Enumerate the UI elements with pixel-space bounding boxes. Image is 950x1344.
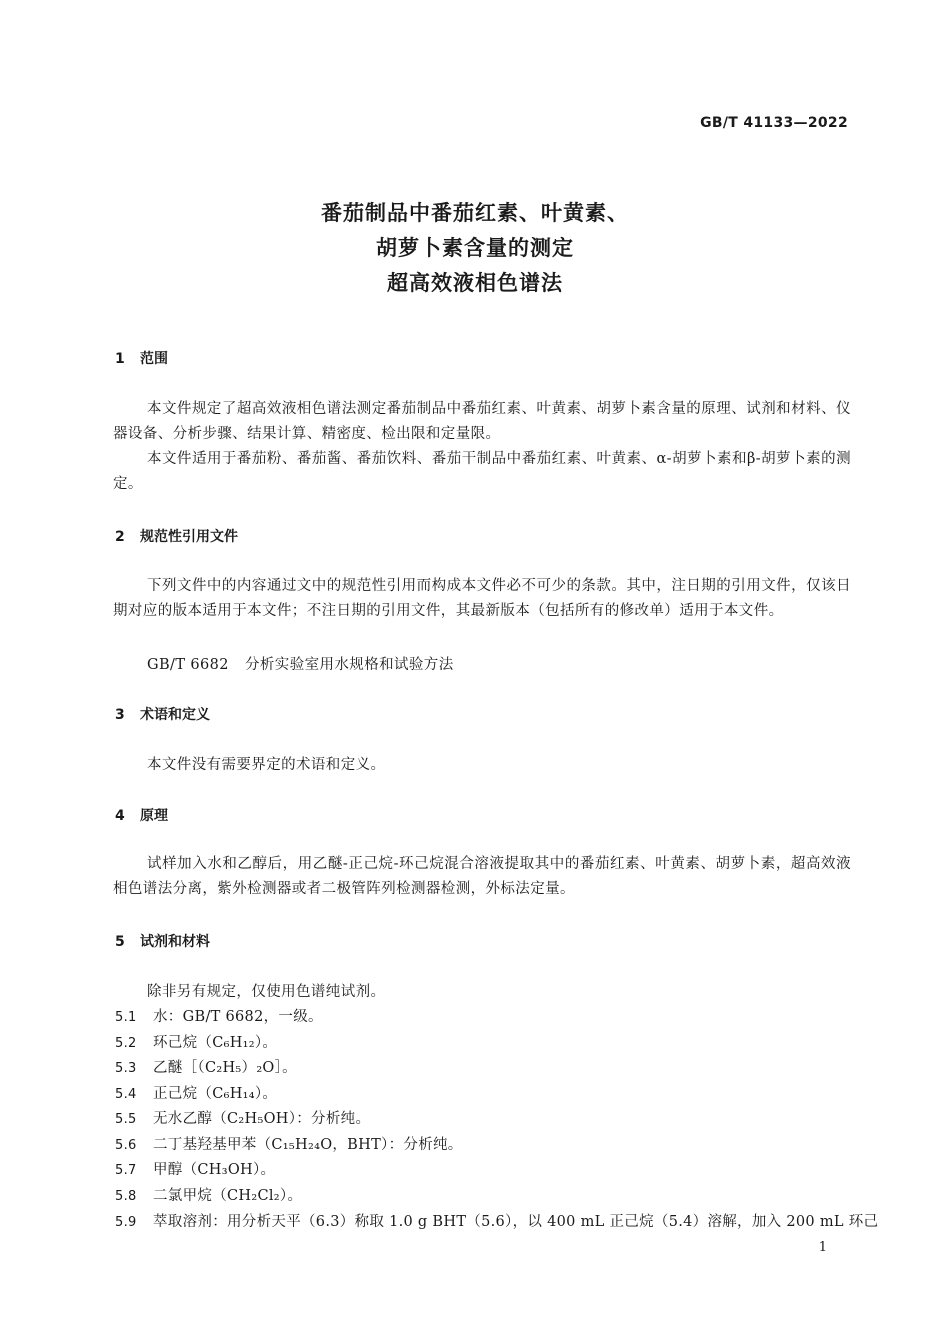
item-number: 5.9 — [115, 1215, 137, 1230]
item-text: 环己烷（C₆H₁₂）。 — [153, 1035, 278, 1051]
item-number: 5.2 — [115, 1036, 137, 1051]
section-1-paragraph-1: 本文件规定了超高效液相色谱法测定番茄制品中番茄红素、叶黄素、胡萝卜素含量的原理、试剂和材料、仪器设备、分析步骤、结果计算、精密度、检出限和定量限。 — [113, 401, 851, 442]
item-number: 5.1 — [115, 1010, 137, 1025]
section-title: 试剂和材料 — [140, 934, 210, 950]
item-text: 萃取溶剂：用分析天平（6.3）称取 1.0 g BHT（5.6），以 400 mL 正己烷（5.4）溶解，加入 200 mL 环己 — [153, 1214, 879, 1230]
item-text: 乙醚［（C₂H₅）₂O］。 — [153, 1060, 297, 1076]
reference-title: 分析实验室用水规格和试验方法 — [245, 657, 454, 673]
item-number: 5.3 — [115, 1061, 137, 1076]
item-text: 正己烷（C₆H₁₄）。 — [153, 1086, 278, 1102]
reagent-item-5-8 — [115, 1184, 302, 1205]
normative-reference — [147, 653, 454, 674]
item-text: 甲醇（CH₃OH）。 — [153, 1162, 276, 1178]
document-title-line-1: 番茄制品中番茄红素、叶黄素、 — [321, 201, 629, 225]
section-1-paragraph-2: 本文件适用于番茄粉、番茄酱、番茄饮料、番茄干制品中番茄红素、叶黄素、α-胡萝卜素和β-胡萝卜素的测定。 — [113, 451, 851, 492]
section-2-paragraph-1: 下列文件中的内容通过文中的规范性引用而构成本文件必不可少的条款。其中，注日期的引用文件，仅该日期对应的版本适用于本文件；不注日期的引用文件，其最新版本（包括所有的修改单）适用于本文件。 — [113, 578, 851, 619]
item-text: 二丁基羟基甲苯（C₁₅H₂₄O，BHT）：分析纯。 — [153, 1137, 463, 1153]
section-1-heading — [115, 348, 168, 368]
section-3-heading — [115, 704, 210, 724]
standard-number: GB/T 41133—2022 — [700, 115, 848, 131]
item-number: 5.8 — [115, 1189, 137, 1204]
section-2-heading — [115, 526, 238, 546]
page-number: 1 — [818, 1240, 827, 1255]
item-text: 二氯甲烷（CH₂Cl₂）。 — [153, 1188, 303, 1204]
reagent-item-5-4 — [115, 1082, 277, 1103]
reagent-item-5-3 — [115, 1056, 297, 1077]
item-number: 5.6 — [115, 1138, 137, 1153]
section-5-heading — [115, 931, 210, 951]
reagent-item-5-2 — [115, 1031, 277, 1052]
section-3-paragraph-1: 本文件没有需要界定的术语和定义。 — [147, 757, 386, 773]
section-4-heading — [115, 805, 168, 825]
item-number: 5.4 — [115, 1087, 137, 1102]
reagent-item-5-1 — [115, 1005, 323, 1026]
section-4-paragraph-1: 试样加入水和乙醇后，用乙醚-正己烷-环己烷混合溶液提取其中的番茄红素、叶黄素、胡萝卜素，超高效液相色谱法分离，紫外检测器或者二极管阵列检测器检测，外标法定量。 — [113, 856, 851, 897]
section-number: 1 — [115, 351, 125, 367]
section-5-intro: 除非另有规定，仅使用色谱纯试剂。 — [147, 984, 386, 1000]
section-number: 5 — [115, 934, 125, 950]
item-text: 水：GB/T 6682，一级。 — [153, 1009, 323, 1025]
reagent-item-5-5 — [115, 1107, 370, 1128]
section-title: 规范性引用文件 — [140, 529, 238, 545]
section-title: 术语和定义 — [140, 707, 210, 723]
section-number: 3 — [115, 707, 125, 723]
item-number: 5.5 — [115, 1112, 137, 1127]
reagent-item-5-7 — [115, 1158, 275, 1179]
section-title: 范围 — [140, 351, 168, 367]
section-number: 4 — [115, 808, 125, 824]
item-number: 5.7 — [115, 1163, 137, 1178]
reagent-item-5-6 — [115, 1133, 463, 1154]
reagent-item-5-9 — [115, 1210, 878, 1231]
document-title-line-3: 超高效液相色谱法 — [387, 271, 563, 295]
document-title-line-2: 胡萝卜素含量的测定 — [376, 236, 574, 260]
section-title: 原理 — [140, 808, 168, 824]
reference-code: GB/T 6682 — [147, 657, 229, 673]
item-text: 无水乙醇（C₂H₅OH）：分析纯。 — [153, 1111, 371, 1127]
section-number: 2 — [115, 529, 125, 545]
